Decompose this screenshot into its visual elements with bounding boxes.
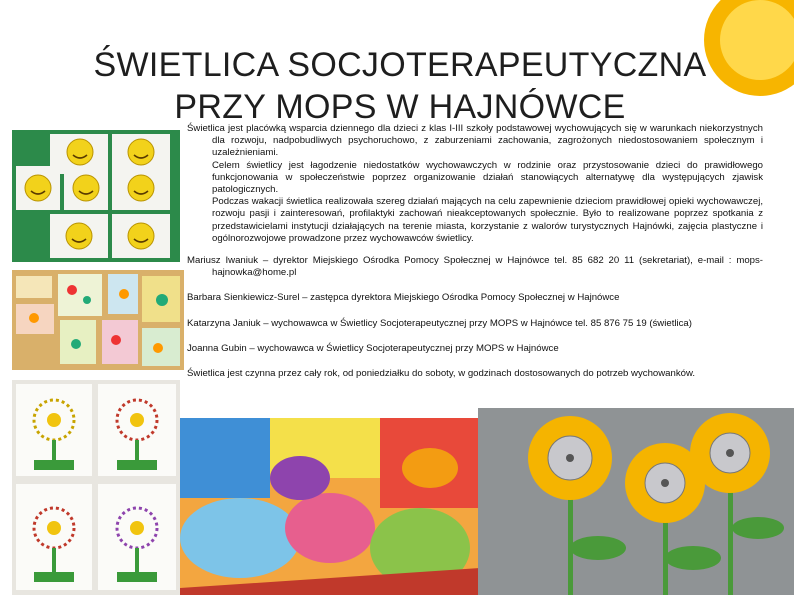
intro-paragraph-2: Celem świetlicy jest łagodzenie niedostatków wychowawczych w rodzinie oraz przystosowanie dzieci do prawidłowego funkcjonowania w społeczeństwie poprzez organizowanie działań stanowiących alternatywę dla występujących zjawisk patologicznych. — [212, 159, 763, 196]
intro-section — [187, 123, 763, 245]
smiley-faces-icon — [12, 130, 180, 262]
smiley-faces-photo — [12, 130, 180, 262]
contact-educator-1: Katarzyna Janiuk – wychowawca w Świetlicy Socjoterapeutycznej przy MOPS w Hajnówce tel. 85 876 75 19 (świetlica) — [187, 317, 692, 329]
title-line-1: ŚWIETLICA SOCJOTERAPEUTYCZNA — [93, 46, 707, 84]
content-text — [187, 123, 763, 393]
intro-paragraph-3: Podczas wakacji świetlica realizowała szereg działań mających na celu zapewnienie dzieciom prawidłowej opieki wychowawczej, rozwoju pasji i zainteresowań, profilaktyki zachowań nieakceptowanych społecznie. Było to realizowane poprzez spotkania z przedstawicielami instytucji działających na terenie miasta, korzystanie z walorów turystycznych Hajnówki, zajęcia plastyczne i ogólnorozwojowe prowadzone przez wychowawców świetlicy. — [212, 196, 763, 244]
children-artwork-photo — [12, 270, 184, 370]
contact-director: Mariusz Iwaniuk – dyrektor Miejskiego Ośrodka Pomocy Społecznej w Hajnówce tel. 85 682 20 11 (sekretariat), e-mail : mops-hajnowka@home.pl — [187, 255, 763, 279]
title-line-2: PRZY MOPS W HAJNÓWCE — [174, 88, 626, 126]
grass-decoration — [0, 560, 794, 595]
children-artwork-icon — [12, 270, 184, 370]
page-title — [40, 44, 760, 128]
contact-deputy-director: Barbara Sienkiewicz-Surel – zastępca dyrektora Miejskiego Ośrodka Pomocy Społecznej w Hajnówce — [187, 292, 620, 304]
contact-educator-2: Joanna Gubin – wychowawca w Świetlicy Socjoterapeutycznej przy MOPS w Hajnówce — [187, 342, 559, 354]
intro-paragraph-1: Świetlica jest placówką wsparcia dziennego dla dzieci z klas I-III szkoły podstawowej wychowujących się w warunkach niekorzystnych dla rozwoju, nadpobudliwych psychoruchowo, z zaburzeniami zachowania, zagrożonych niedostosowaniem społecznym i uzależnieniami. — [187, 123, 763, 159]
opening-hours-note: Świetlica jest czynna przez cały rok, od poniedziałku do soboty, w godzinach dostosowanych do potrzeb wychowanków. — [187, 368, 696, 380]
